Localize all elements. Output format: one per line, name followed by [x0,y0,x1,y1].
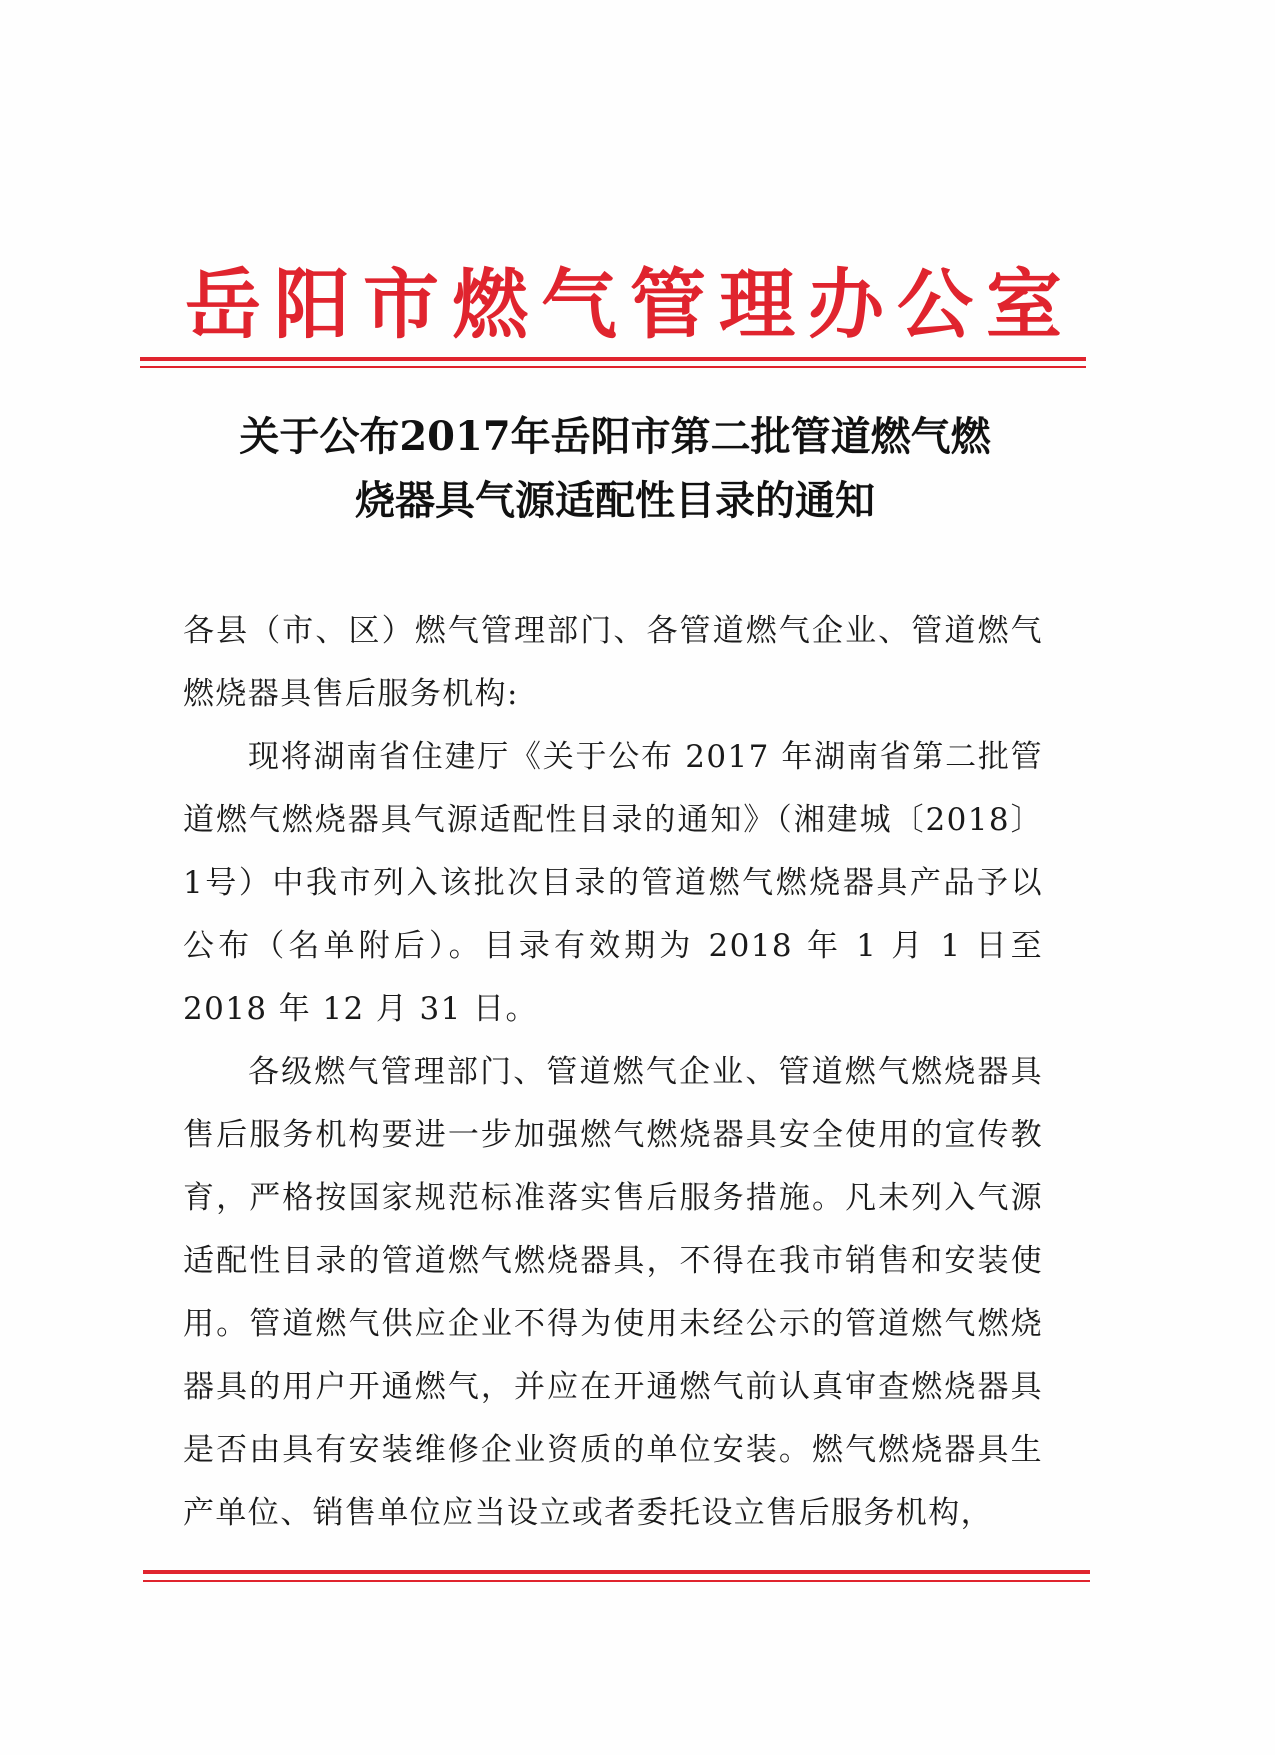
letterhead-rule-thick [140,357,1086,361]
notice-title-line-2: 烧器具气源适配性目录的通知 [355,477,875,524]
notice-paragraph: 现将湖南省住建厅《关于公布 2017 年湖南省第二批管道燃气燃烧器具气源适配性目录的通知》（湘建城〔2018〕1号）中我市列入该批次目录的管道燃气燃烧器具产品予以公布（名单附后）。目录有效期为 2018 年 1 月 1 日至 2018 年 12 月 31 日。 [183,739,1043,1027]
notice-title [170,405,1060,533]
notice-salutation: 各县（市、区）燃气管理部门、各管道燃气企业、管道燃气燃烧器具售后服务机构: [183,613,1043,712]
footer-rule-thick [143,1570,1090,1574]
notice-paragraph: 各级燃气管理部门、管道燃气企业、管道燃气燃烧器具售后服务机构要进一步加强燃气燃烧器具安全使用的宣传教育，严格按国家规范标准落实售后服务措施。凡未列入气源适配性目录的管道燃气燃烧器具，不得在我市销售和安装使用。管道燃气供应企业不得为使用未经公示的管道燃气燃烧器具的用户开通燃气，并应在开通燃气前认真审查燃烧器具是否由具有安装维修企业资质的单位安装。燃气燃烧器具生产单位、销售单位应当设立或者委托设立售后服务机构， [183,1054,1043,1531]
letterhead-rule-thin [140,366,1086,368]
notice-title-line-1: 关于公布2017年岳阳市第二批管道燃气燃 [239,413,991,460]
footer-rule-thin [143,1580,1090,1582]
letterhead-organization-name: 岳阳市燃气管理办公室 [185,260,1075,349]
notice-body [183,600,1043,1545]
